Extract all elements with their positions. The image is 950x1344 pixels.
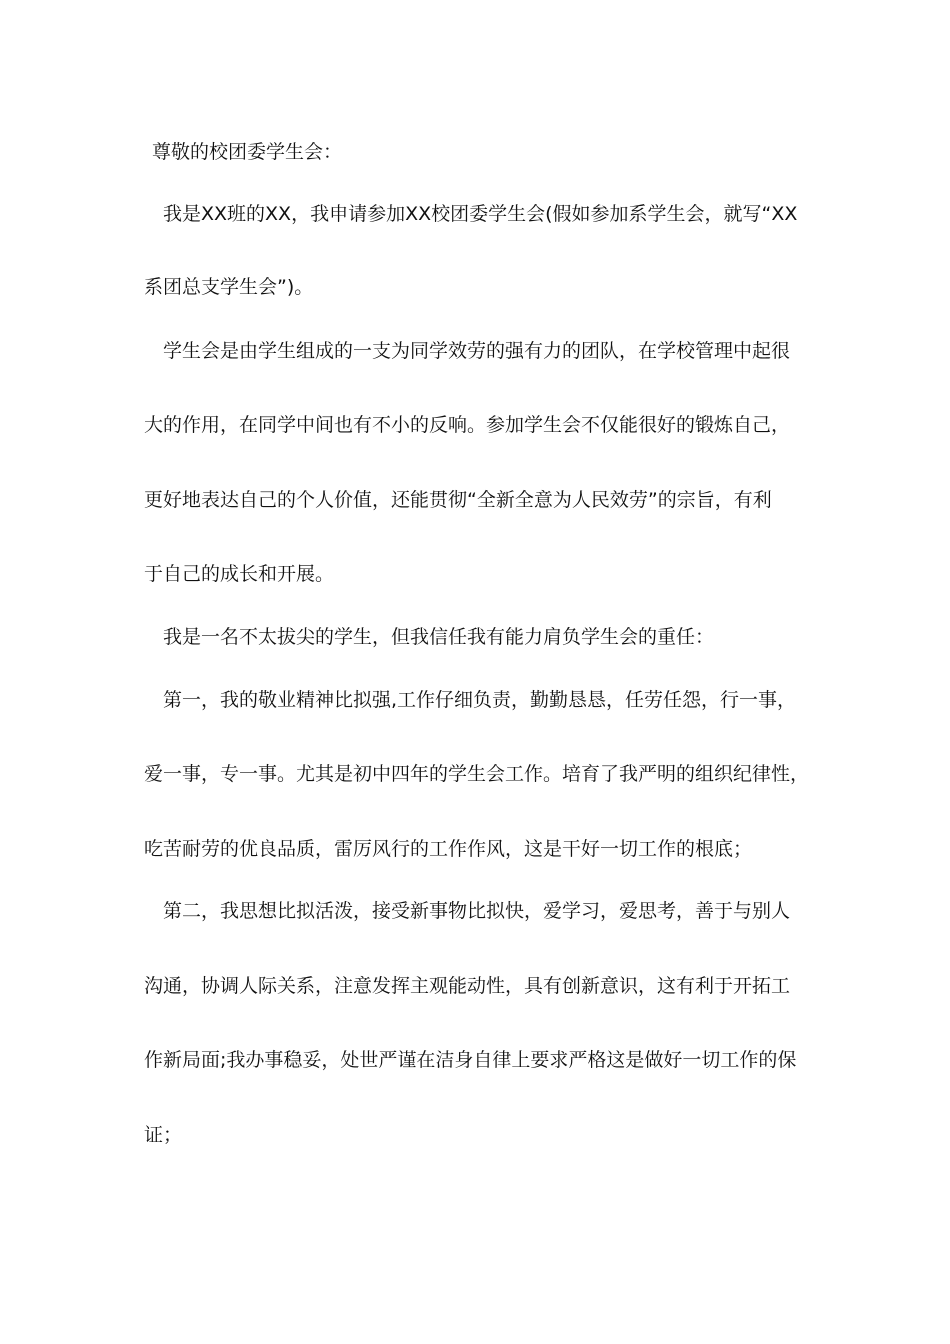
- paragraph-line: 吃苦耐劳的优良品质，雷厉风行的工作作风，这是干好一切工作的根底；: [144, 838, 753, 860]
- paragraph-line: 于自己的成长和开展。: [144, 563, 335, 585]
- paragraph-line: 爱一事，专一事。尤其是初中四年的学生会工作。培育了我严明的组织纪律性，: [144, 763, 810, 785]
- paragraph-line: 第二，我思想比拟活泼，接受新事物比拟快，爱学习，爱思考，善于与别人: [163, 900, 791, 922]
- paragraph-line: 沟通，协调人际关系，注意发挥主观能动性，具有创新意识，这有利于开拓工: [144, 975, 791, 997]
- salutation: 尊敬的校团委学生会：: [152, 141, 343, 163]
- paragraph-line: 证；: [144, 1124, 183, 1146]
- paragraph-line: 学生会是由学生组成的一支为同学效劳的强有力的团队，在学校管理中起很: [163, 340, 791, 362]
- paragraph-line: 大的作用，在同学中间也有不小的反响。参加学生会不仅能很好的锻炼自己，: [144, 414, 791, 436]
- paragraph-line: 我是一名不太拔尖的学生，但我信任我有能力肩负学生会的重任：: [163, 626, 715, 648]
- paragraph-line: 第一，我的敬业精神比拟强,工作仔细负责，勤勤恳恳，任劳任怨，行一事，: [163, 689, 797, 711]
- paragraph-line: 作新局面;我办事稳妥，处世严谨在洁身自律上要求严格这是做好一切工作的保: [144, 1049, 797, 1071]
- paragraph-line: 系团总支学生会”)。: [144, 276, 314, 298]
- paragraph-line: 我是XX班的XX，我申请参加XX校团委学生会(假如参加系学生会，就写“XX: [163, 203, 798, 225]
- paragraph-line: 更好地表达自己的个人价值，还能贯彻“全新全意为人民效劳”的宗旨，有利: [144, 489, 772, 511]
